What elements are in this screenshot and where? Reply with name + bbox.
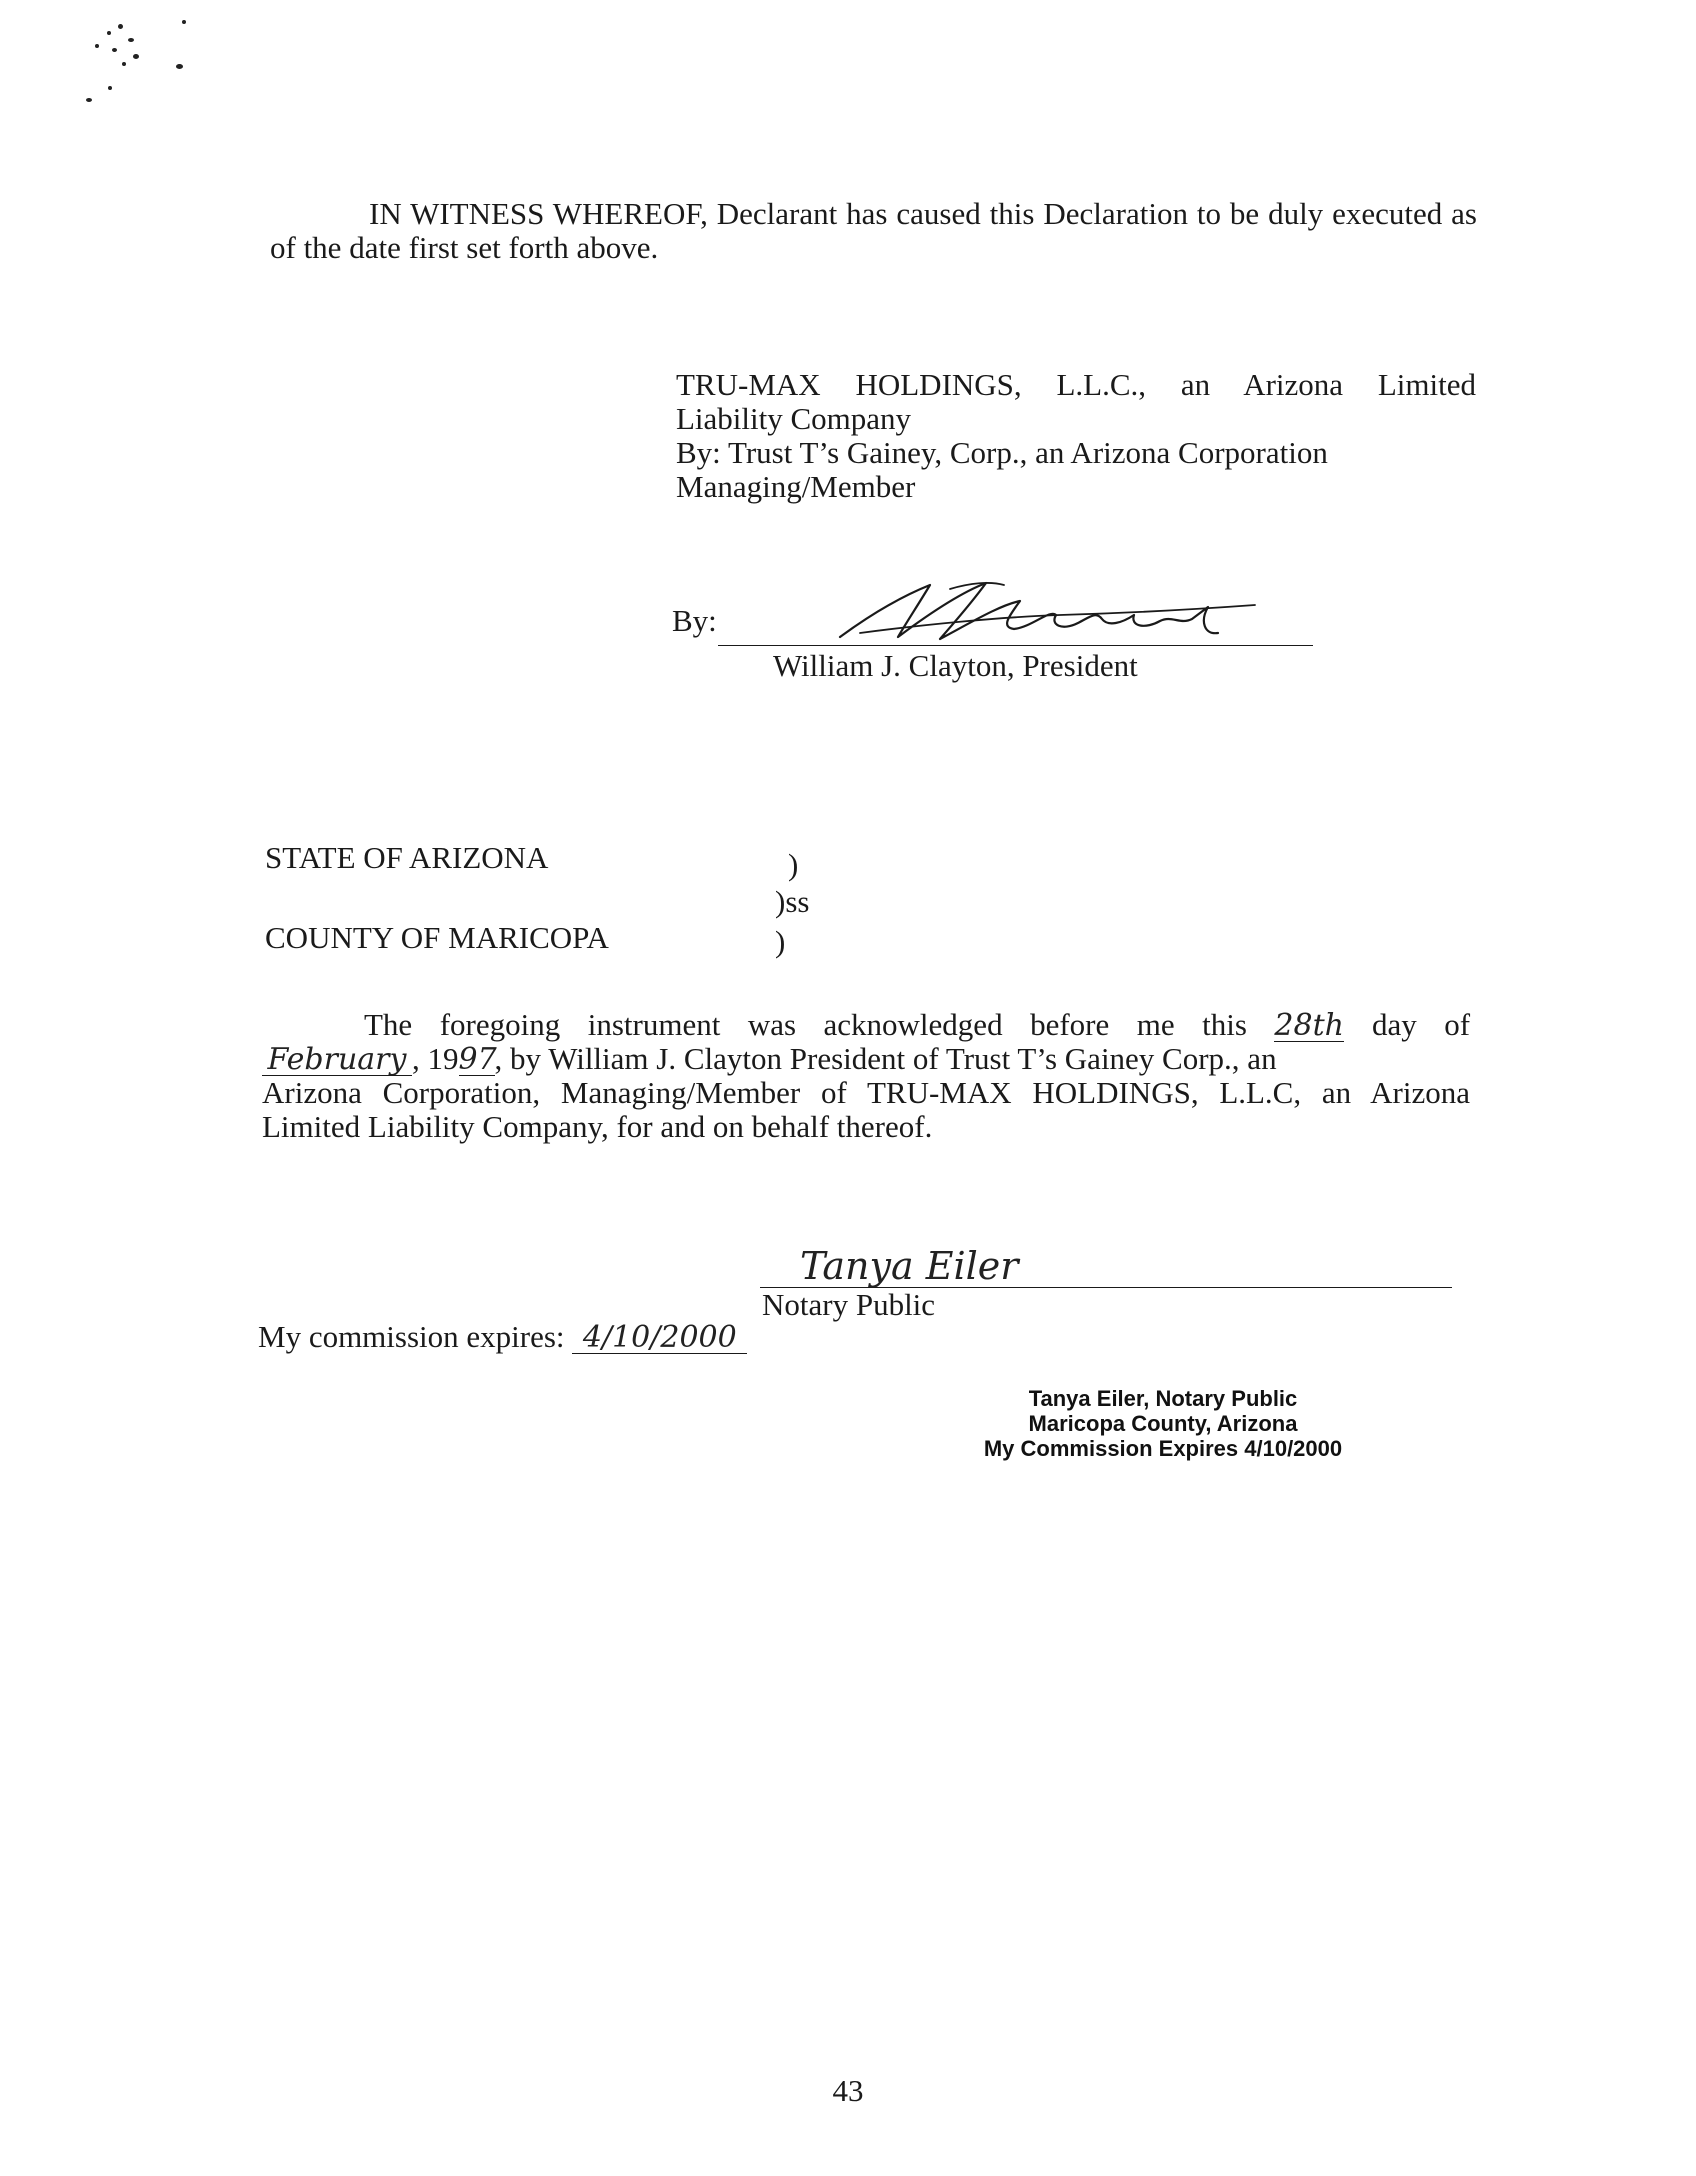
company-line-3: By: Trust T’s Gainey, Corp., an Arizona Corporation: [676, 435, 1328, 470]
commission-label: My commission expires:: [258, 1319, 565, 1354]
by-label: By:: [672, 603, 717, 638]
ack-line-2: [262, 1042, 1470, 1076]
company-line-4: Managing/Member: [676, 469, 916, 504]
stamp-line-2: Maricopa County, Arizona: [1028, 1411, 1298, 1436]
venue-county: COUNTY OF MARICOPA: [265, 920, 609, 955]
company-line-2: Liability Company: [676, 401, 912, 436]
notary-title: Notary Public: [762, 1287, 936, 1322]
notary-stamp: [938, 1386, 1388, 1461]
company-block: [676, 368, 1476, 504]
ack-line-1: [262, 1008, 1470, 1042]
stamp-line-1: Tanya Eiler, Notary Public: [1028, 1386, 1298, 1411]
venue-state: STATE OF ARIZONA: [265, 840, 549, 875]
stamp-line-3: My Commission Expires 4/10/2000: [983, 1436, 1343, 1461]
venue-paren-top: ): [788, 847, 799, 882]
ack-year-handwritten: 97: [458, 1042, 497, 1077]
venue-paren-bottom: ): [775, 924, 786, 959]
clayton-signature: [800, 575, 1260, 655]
company-line-1: TRU-MAX HOLDINGS, L.L.C., an Arizona Limited: [676, 367, 1476, 402]
ack-line-4: Limited Liability Company, for and on behalf thereof.: [262, 1109, 933, 1144]
ack-line-3: Arizona Corporation, Managing/Member of TRU-MAX HOLDINGS, L.L.C, an Arizona: [262, 1075, 1470, 1110]
commission-row: [258, 1320, 747, 1354]
signer-name: William J. Clayton, President: [773, 648, 1138, 683]
notary-signature-handwritten: Tanya Eiler: [800, 1244, 1019, 1288]
page-number: 43: [832, 2073, 864, 2108]
ack-day-handwritten: 28th: [1274, 1008, 1344, 1043]
acknowledgment-paragraph: [262, 1008, 1470, 1144]
witness-paragraph: IN WITNESS WHEREOF, Declarant has caused this Declaration to be duly executed as of the date first set forth above.: [270, 196, 1477, 265]
venue-ss: )ss: [775, 884, 810, 919]
ack-month-handwritten: February: [262, 1045, 412, 1076]
ack-text-3: , by William J. Clayton President of Trust T’s Gainey Corp., an: [494, 1041, 1277, 1076]
ack-text-1: The foregoing instrument was acknowledged before me this: [364, 1007, 1247, 1042]
commission-date-handwritten: 4/10/2000: [572, 1323, 747, 1354]
ack-year-prefix: , 19: [412, 1041, 459, 1076]
ack-text-2: day of: [1371, 1007, 1471, 1042]
